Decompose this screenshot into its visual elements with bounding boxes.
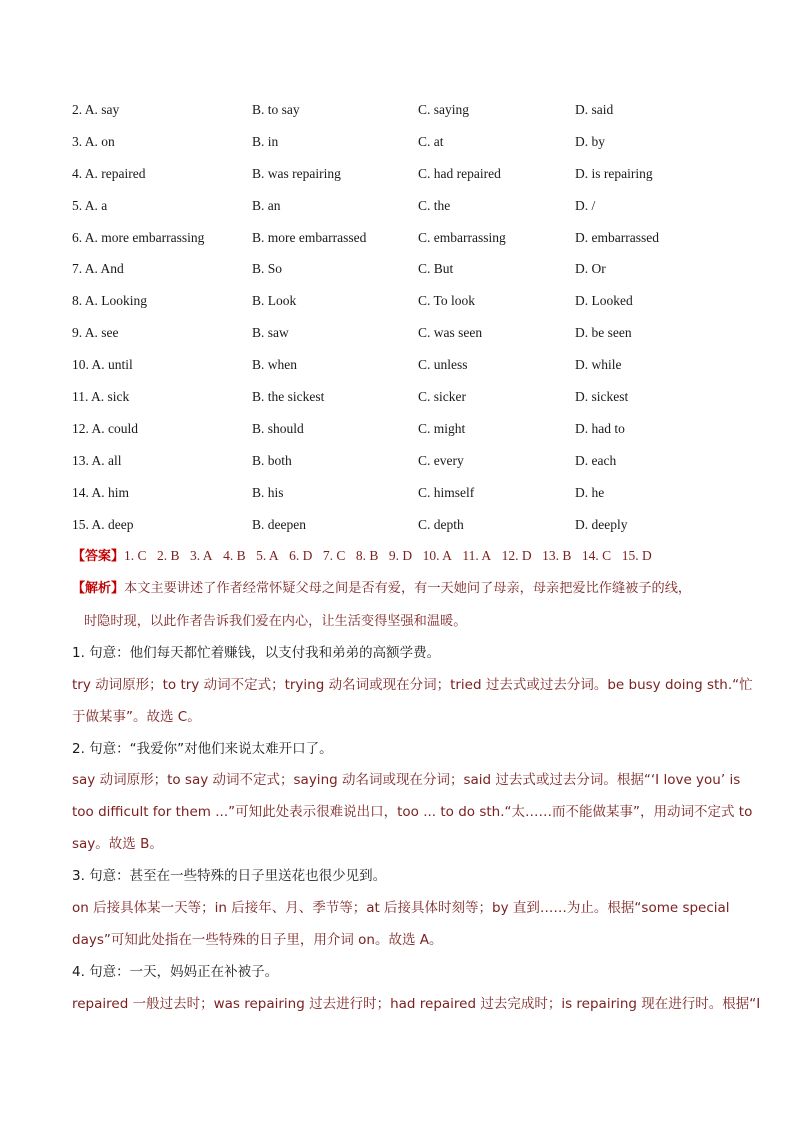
option-c: C. himself	[418, 484, 475, 500]
question-option-row	[72, 101, 752, 133]
option-c: C. To look	[418, 293, 475, 309]
question-option-row	[72, 133, 752, 165]
options-table	[72, 101, 752, 547]
question-option-row	[72, 388, 752, 420]
option-d: D. sickest	[575, 389, 629, 405]
question-option-row	[72, 452, 752, 484]
option-b: B. Look	[252, 293, 297, 309]
sentence-meaning-line: 3. 句意：甚至在一些特殊的日子里送花也很少见到。	[72, 868, 387, 884]
answer-item: 6. D	[289, 548, 313, 563]
option-c: C. sicker	[418, 389, 466, 405]
option-d: D. each	[575, 452, 617, 468]
option-a: 8. A. Looking	[72, 293, 148, 309]
answer-item: 13. B	[542, 548, 572, 563]
option-c: C. had repaired	[418, 165, 501, 181]
explanation-line: repaired 一般过去时；was repairing 过去进行时；had repaired 过去完成时；is repairing 现在进行时。根据“I	[72, 996, 761, 1012]
option-d: D. Or	[575, 261, 606, 277]
question-option-row	[72, 420, 752, 452]
question-option-row	[72, 484, 752, 516]
answer-line	[72, 546, 662, 567]
option-d: D. by	[575, 133, 605, 149]
option-a: 10. A. until	[72, 357, 133, 373]
explanation-line: say 动词原形；to say 动词不定式；saying 动名词或现在分词；said 过去式或过去分词。根据“‘I love you’ is	[72, 772, 741, 788]
option-c: C. But	[418, 261, 454, 277]
question-option-row	[72, 229, 752, 261]
option-d: D. /	[575, 197, 596, 213]
explanation-line: 于做某事”。故选 C。	[72, 709, 201, 725]
question-option-row	[72, 292, 752, 324]
option-b: B. was repairing	[252, 165, 341, 181]
option-b: B. his	[252, 484, 284, 500]
answer-item: 15. D	[621, 548, 652, 563]
sentence-meaning-line: 4. 句意：一天，妈妈正在补被子。	[72, 964, 279, 980]
option-b: B. So	[252, 261, 283, 277]
option-c: C. was seen	[418, 325, 483, 341]
option-d: D. embarrassed	[575, 229, 659, 245]
option-c: C. might	[418, 420, 466, 436]
answer-item: 12. D	[501, 548, 532, 563]
option-a: 3. A. on	[72, 133, 115, 149]
answer-item: 2. B	[157, 548, 180, 563]
option-a: 5. A. a	[72, 197, 108, 213]
question-option-row	[72, 197, 752, 229]
option-b: B. the sickest	[252, 389, 325, 405]
explanation-line: too difficult for them ...”可知此处表示很难说出口，too ... to do sth.“太……而不能做某事”，用动词不定式 to	[72, 804, 753, 820]
question-option-row	[72, 260, 752, 292]
option-d: D. Looked	[575, 293, 633, 309]
answer-item: 9. D	[388, 548, 413, 563]
explanation-line: days”可知此处指在一些特殊的日子里，用介词 on。故选 A。	[72, 932, 443, 948]
explanation-line: say。故选 B。	[72, 836, 163, 852]
question-option-row	[72, 516, 752, 548]
option-c: C. the	[418, 197, 451, 213]
answer-tag: 【答案】	[72, 549, 125, 564]
option-b: B. should	[252, 420, 304, 436]
option-c: C. embarrassing	[418, 229, 506, 245]
option-d: D. be seen	[575, 325, 632, 341]
option-c: C. every	[418, 452, 464, 468]
answer-item: 10. A	[422, 548, 452, 563]
option-b: B. saw	[252, 325, 289, 341]
explanation-line: on 后接具体某一天等；in 后接年、月、季节等；at 后接具体时刻等；by 直到……为止。根据“some special	[72, 900, 730, 916]
question-option-row	[72, 165, 752, 197]
option-b: B. to say	[252, 102, 300, 117]
analysis-summary-line2: 时隐时现，以此作者告诉我们爱在内心，让生活变得坚强和温暖。	[84, 614, 467, 629]
option-b: B. when	[252, 357, 297, 373]
option-b: B. more embarrassed	[252, 229, 367, 245]
analysis-block	[72, 572, 722, 638]
option-d: D. is repairing	[575, 165, 653, 181]
option-b: B. in	[252, 133, 279, 149]
explanation-line: try 动词原形；to try 动词不定式；trying 动名词或现在分词；tried 过去式或过去分词。be busy doing sth.“忙	[72, 677, 753, 693]
question-option-row	[72, 356, 752, 388]
answer-item: 14. C	[581, 548, 612, 563]
option-a: 14. A. him	[72, 484, 130, 500]
answer-item: 3. A	[190, 548, 213, 563]
option-d: D. he	[575, 484, 605, 500]
option-c: C. depth	[418, 516, 464, 532]
answer-item: 4. B	[223, 548, 246, 563]
analysis-tag: 【解析】	[72, 581, 125, 596]
option-c: C. saying	[418, 102, 470, 117]
option-a: 13. A. all	[72, 452, 122, 468]
sentence-meaning-line: 2. 句意：“我爱你”对他们来说太难开口了。	[72, 741, 333, 757]
option-a: 15. A. deep	[72, 516, 134, 532]
option-a: 12. A. could	[72, 420, 138, 436]
option-a: 11. A. sick	[72, 389, 130, 405]
answer-item: 7. C	[322, 548, 346, 563]
sentence-meaning-line: 1. 句意：他们每天都忙着赚钱，以支付我和弟弟的高额学费。	[72, 645, 441, 661]
option-b: B. deepen	[252, 516, 306, 532]
option-a: 2. A. say	[72, 102, 120, 117]
option-a: 4. A. repaired	[72, 165, 146, 181]
option-a: 7. A. And	[72, 261, 124, 277]
analysis-summary-line1: 本文主要讲述了作者经常怀疑父母之间是否有爱，有一天她问了母亲，母亲把爱比作缝被子的线，	[124, 581, 692, 596]
answer-item: 5. A	[256, 548, 279, 563]
option-c: C. unless	[418, 357, 468, 373]
answer-items	[124, 548, 662, 563]
option-a: 6. A. more embarrassing	[72, 229, 205, 245]
option-d: D. while	[575, 357, 622, 373]
option-a: 9. A. see	[72, 325, 119, 341]
answer-item: 1. C	[124, 548, 147, 563]
answer-item: 11. A	[462, 548, 492, 563]
option-d: D. had to	[575, 420, 625, 436]
option-d: D. said	[575, 102, 614, 117]
option-c: C. at	[418, 133, 444, 149]
option-b: B. both	[252, 452, 292, 468]
question-option-row	[72, 324, 752, 356]
option-b: B. an	[252, 197, 281, 213]
option-d: D. deeply	[575, 516, 628, 532]
answer-item: 8. B	[355, 548, 379, 563]
